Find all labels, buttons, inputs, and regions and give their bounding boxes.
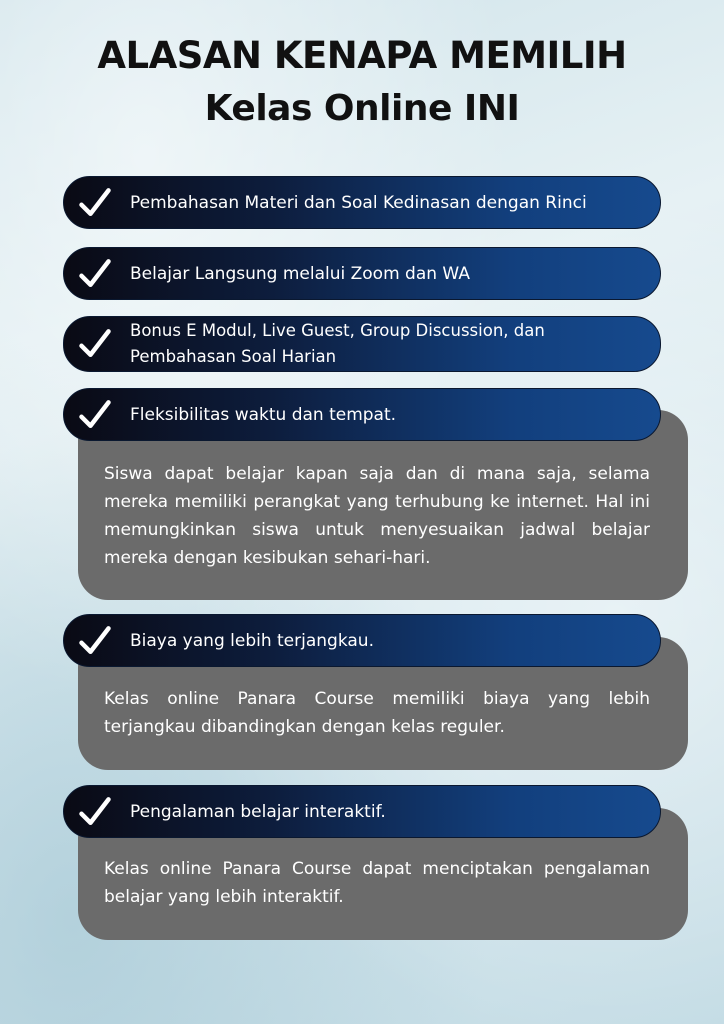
reason-6-title: Pengalaman belajar interaktif. [130, 801, 386, 822]
check-icon [64, 794, 126, 830]
reason-3 [63, 316, 661, 372]
reason-5-title: Biaya yang lebih terjangkau. [130, 630, 374, 651]
reason-3-title-line1: Bonus E Modul, Live Guest, Group Discussion, dan [130, 321, 545, 340]
reason-1-title: Pembahasan Materi dan Soal Kedinasan dengan Rinci [130, 192, 587, 213]
reason-6-description-text: Kelas online Panara Course dapat menciptakan pengalaman belajar yang lebih interaktif. [104, 859, 650, 907]
reason-1 [63, 176, 661, 229]
reason-4-title: Fleksibilitas waktu dan tempat. [130, 404, 397, 425]
page-subtitle: Kelas Online INI [204, 88, 520, 129]
reason-2-title: Belajar Langsung melalui Zoom dan WA [130, 263, 470, 284]
reason-2 [63, 247, 661, 300]
check-icon [64, 623, 126, 659]
check-icon [64, 397, 126, 433]
check-icon [64, 256, 126, 292]
reason-5-description-text: Kelas online Panara Course memiliki biaya yang lebih terjangkau dibandingkan dengan kelas reguler. [104, 689, 650, 737]
check-icon [64, 185, 126, 221]
reason-3-title-line2: Pembahasan Soal Harian [130, 347, 337, 366]
reason-4-description-text: Siswa dapat belajar kapan saja dan di mana saja, selama mereka memiliki perangkat yang terhubung ke internet. Hal ini memungkinkan siswa untuk menyesuaikan jadwal belajar mereka dengan kesibukan sehari-hari. [104, 464, 650, 568]
page-title: ALASAN KENAPA MEMILIH [97, 34, 627, 77]
reason-6 [63, 785, 661, 838]
reason-4 [63, 388, 661, 441]
reason-5 [63, 614, 661, 667]
check-icon [64, 326, 126, 362]
reason-3-title [126, 318, 557, 370]
